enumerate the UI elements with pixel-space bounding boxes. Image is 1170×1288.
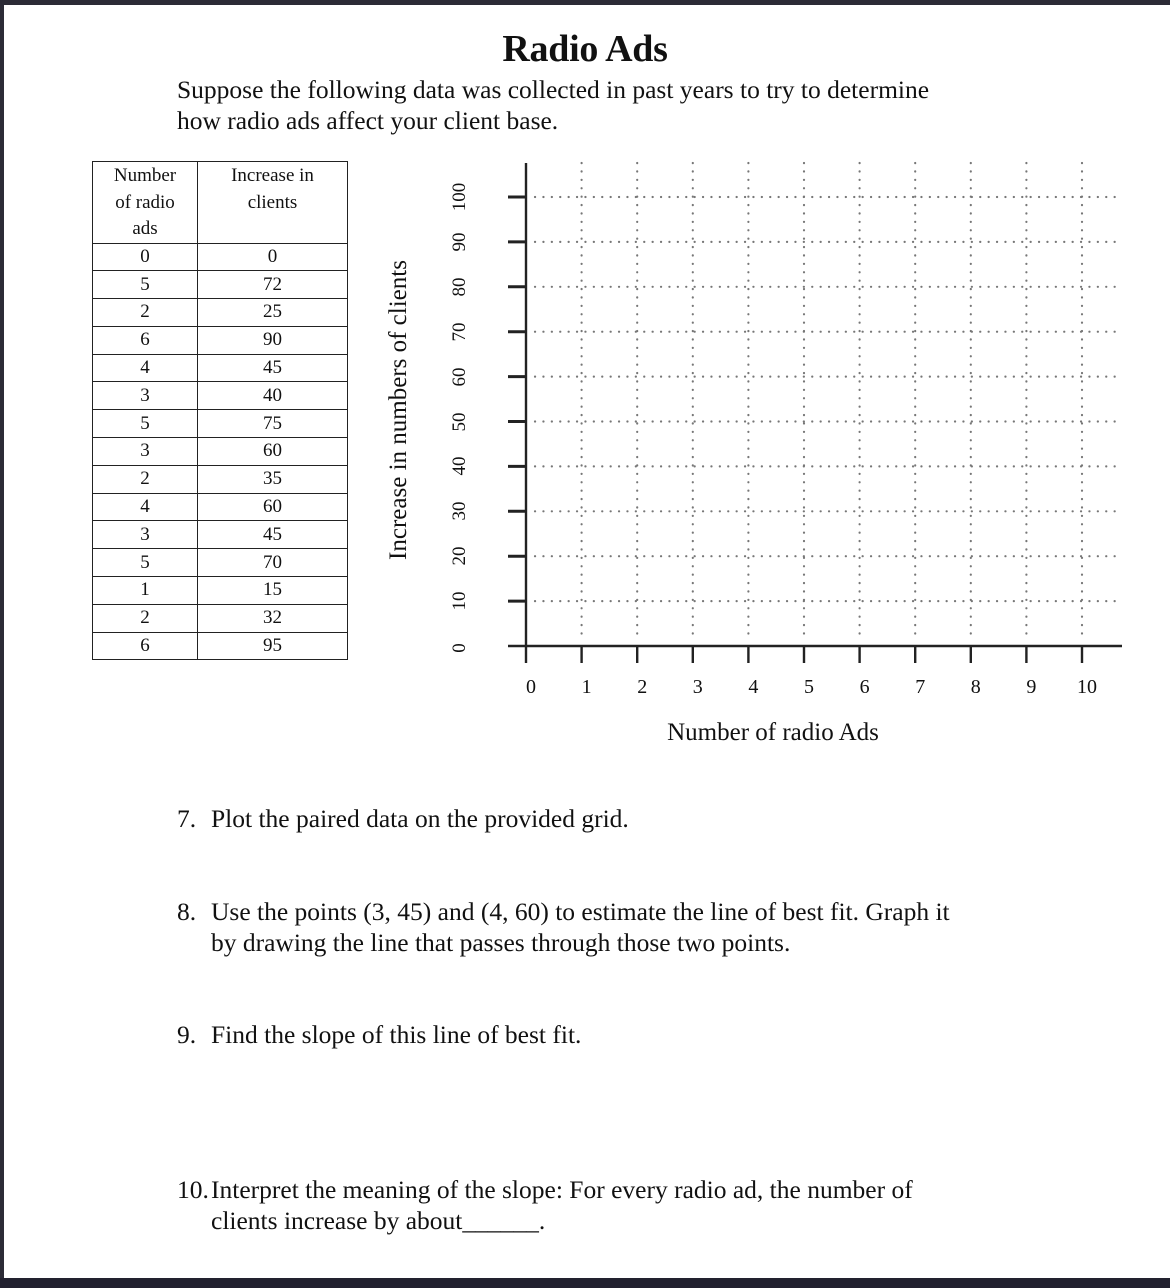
cell-radio-ads: 3 <box>93 438 198 466</box>
cell-radio-ads: 2 <box>93 465 198 493</box>
x-tick-label: 10 <box>1077 676 1097 698</box>
cell-increase-clients: 72 <box>198 271 348 299</box>
cell-increase-clients: 32 <box>198 604 348 632</box>
cell-radio-ads: 6 <box>93 326 198 354</box>
intro-line: how radio ads affect your client base. <box>177 106 559 135</box>
y-tick-label: 60 <box>449 367 470 387</box>
x-axis-label: Number of radio Ads <box>667 719 879 746</box>
cell-radio-ads: 4 <box>93 493 198 521</box>
cell-increase-clients: 75 <box>198 410 348 438</box>
x-tick-label: 9 <box>1026 676 1037 698</box>
x-tick-label: 6 <box>859 676 870 698</box>
cell-radio-ads: 2 <box>93 604 198 632</box>
cell-radio-ads: 3 <box>93 382 198 410</box>
cell-radio-ads: 5 <box>93 549 198 577</box>
cell-radio-ads: 3 <box>93 521 198 549</box>
cell-radio-ads: 5 <box>93 410 198 438</box>
cell-radio-ads: 0 <box>93 243 198 271</box>
cell-increase-clients: 95 <box>198 632 348 660</box>
intro-line: Suppose the following data was collected in past years to try to determine <box>177 75 930 104</box>
cell-radio-ads: 1 <box>93 577 198 605</box>
cell-radio-ads: 6 <box>93 632 198 660</box>
x-tick-label: 7 <box>915 676 926 698</box>
y-tick-label: 100 <box>449 182 470 212</box>
cell-increase-clients: 45 <box>198 521 348 549</box>
x-tick-label: 2 <box>637 676 648 698</box>
y-tick-label: 20 <box>449 546 470 566</box>
x-tick-label: 8 <box>970 676 981 698</box>
cell-radio-ads: 4 <box>93 354 198 382</box>
x-tick-label: 3 <box>692 676 703 698</box>
cell-increase-clients: 15 <box>198 577 348 605</box>
cell-increase-clients: 25 <box>198 299 348 327</box>
y-tick-label: 90 <box>449 232 470 252</box>
cell-increase-clients: 35 <box>198 465 348 493</box>
cell-radio-ads: 5 <box>93 271 198 299</box>
header-number-of-radio-ads: Number of radio ads <box>93 162 198 244</box>
x-tick-label: 5 <box>804 676 814 698</box>
header-increase-in-clients: Increase in clients <box>198 162 348 244</box>
cell-increase-clients: 45 <box>198 354 348 382</box>
y-tick-label: 50 <box>449 412 470 431</box>
y-tick-label: 0 <box>449 643 470 653</box>
cell-increase-clients: 0 <box>198 243 348 271</box>
y-tick-label: 10 <box>449 591 470 611</box>
x-tick-label: 0 <box>526 676 536 698</box>
y-tick-label: 70 <box>449 322 470 342</box>
cell-increase-clients: 70 <box>198 549 348 577</box>
page-title: Radio Ads <box>502 28 668 70</box>
x-tick-label: 4 <box>748 676 759 698</box>
y-tick-label: 80 <box>449 277 470 297</box>
cell-increase-clients: 90 <box>198 326 348 354</box>
cell-increase-clients: 60 <box>198 493 348 521</box>
x-tick-label: 1 <box>581 676 592 698</box>
cell-radio-ads: 2 <box>93 299 198 327</box>
cell-increase-clients: 60 <box>198 438 348 466</box>
cell-increase-clients: 40 <box>198 382 348 410</box>
y-tick-label: 40 <box>449 456 470 476</box>
y-tick-label: 30 <box>449 501 470 521</box>
